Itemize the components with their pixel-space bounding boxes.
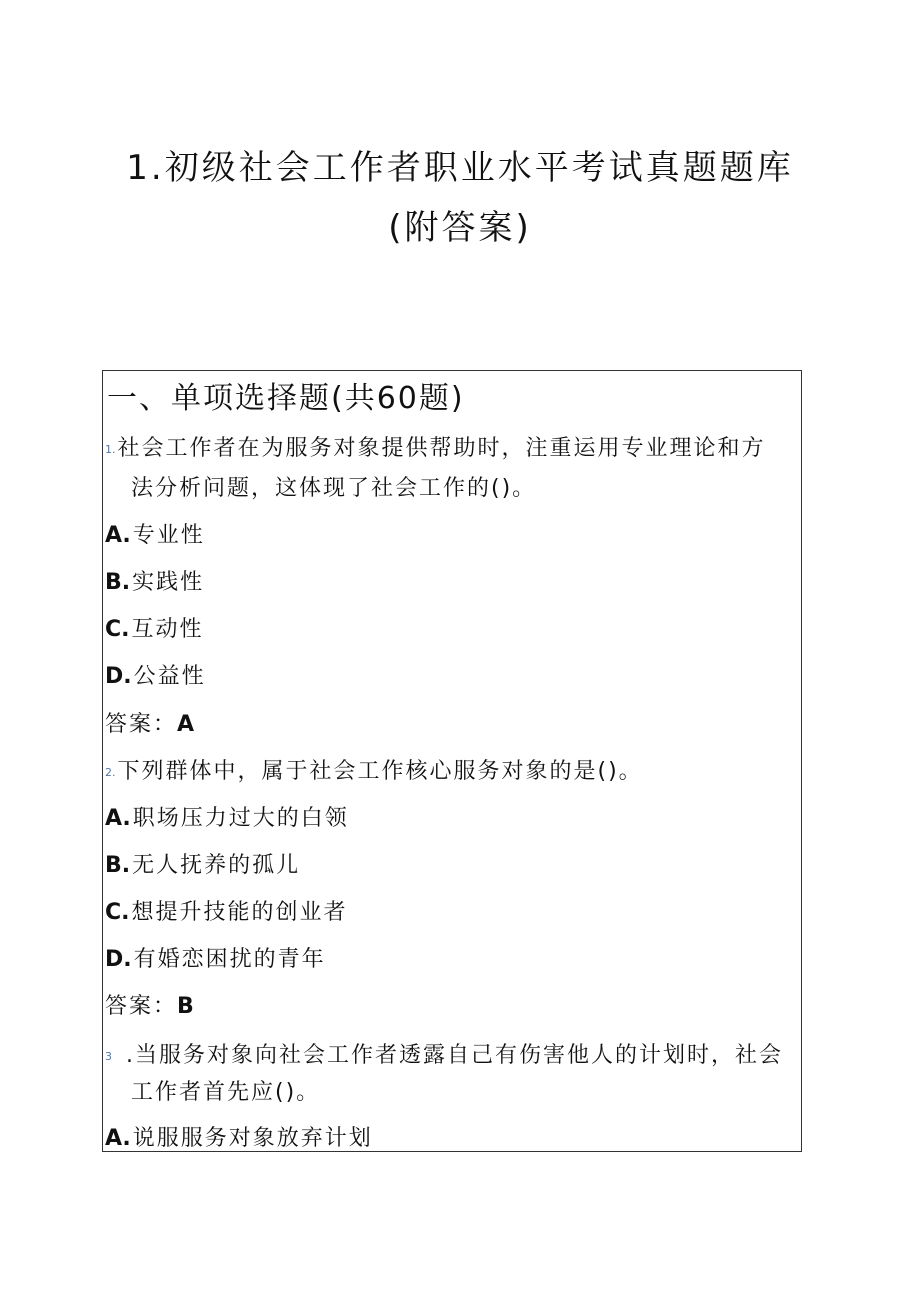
question-2-option-d <box>105 942 326 973</box>
question-1-option-a <box>105 518 205 549</box>
question-1-option-d <box>105 659 206 690</box>
question-1-option-c <box>105 612 204 643</box>
option-letter: D. <box>105 664 132 689</box>
question-number: 3 <box>105 1050 112 1063</box>
question-3-option-a <box>105 1121 373 1152</box>
option-letter: C. <box>105 900 130 925</box>
question-1-option-b <box>105 565 204 596</box>
question-text: .当服务对象向社会工作者透露自己有伤害他人的计划时，社会 <box>126 1043 783 1068</box>
option-letter: A. <box>105 806 131 831</box>
question-text: 社会工作者在为服务对象提供帮助时，注重运用专业理论和方 <box>117 436 766 461</box>
question-number: 1. <box>105 443 116 456</box>
question-1-stem <box>105 431 766 462</box>
option-text: 公益性 <box>133 664 206 689</box>
option-letter: A. <box>105 523 131 548</box>
question-number: 2. <box>105 766 116 779</box>
option-text: 想提升技能的创业者 <box>131 900 348 925</box>
question-2-option-b <box>105 848 300 879</box>
answer-label: 答案： <box>105 994 178 1019</box>
option-letter: B. <box>105 570 131 595</box>
option-text: 专业性 <box>132 523 205 548</box>
option-text: 有婚恋困扰的青年 <box>133 947 326 972</box>
question-2-option-a <box>105 801 349 832</box>
option-text: 说服服务对象放弃计划 <box>132 1126 373 1151</box>
question-text: 下列群体中，属于社会工作核心服务对象的是()。 <box>117 759 643 784</box>
option-letter: C. <box>105 617 130 642</box>
option-text: 互动性 <box>131 617 204 642</box>
question-box <box>102 370 802 1152</box>
option-text: 实践性 <box>132 570 205 595</box>
document-title-line2: (附答案) <box>388 208 532 248</box>
option-letter: B. <box>105 853 131 878</box>
answer-value: A <box>177 712 197 737</box>
option-text: 职场压力过大的白领 <box>132 806 349 831</box>
answer-label: 答案： <box>105 712 178 737</box>
question-3-stem <box>105 1038 783 1069</box>
question-1-answer <box>105 707 196 738</box>
option-text: 无人抚养的孤儿 <box>132 853 301 878</box>
question-2-answer <box>105 989 196 1020</box>
section-heading: 一、单项选择题(共60题) <box>107 381 465 416</box>
answer-value: B <box>177 994 196 1019</box>
question-1-stem-continued: 法分析问题，这体现了社会工作的()。 <box>131 476 537 501</box>
option-letter: D. <box>105 947 132 972</box>
document-title-line1: 1.初级社会工作者职业水平考试真题题库 <box>126 148 794 188</box>
option-letter: A. <box>105 1126 131 1151</box>
question-3-stem-continued: 工作者首先应()。 <box>131 1080 321 1105</box>
question-2-option-c <box>105 895 348 926</box>
question-2-stem <box>105 754 643 785</box>
